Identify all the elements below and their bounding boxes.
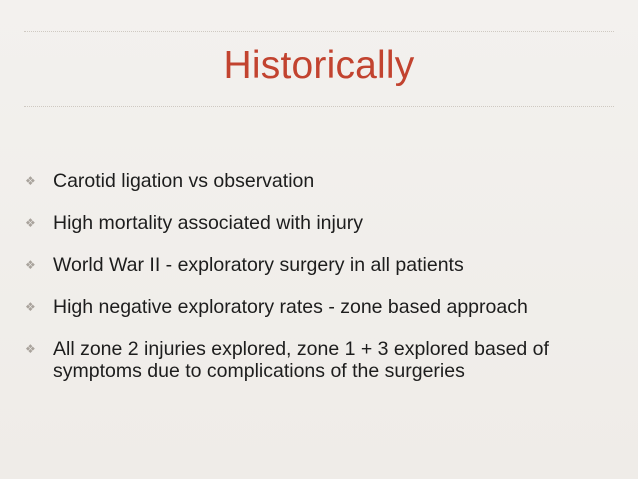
slide-title: Historically	[223, 44, 415, 87]
diamond-bullet-icon: ❖	[25, 342, 36, 356]
bullet-text: High negative exploratory rates - zone based approach	[53, 296, 528, 318]
diamond-bullet-icon: ❖	[25, 258, 36, 272]
diamond-bullet-icon: ❖	[25, 300, 36, 314]
bullet-text: High mortality associated with injury	[53, 212, 363, 234]
top-divider	[24, 31, 614, 32]
bullet-text: World War II - exploratory surgery in all patients	[53, 254, 464, 276]
bullet-item	[24, 338, 614, 382]
title-divider	[24, 106, 614, 107]
bullet-text: Carotid ligation vs observation	[53, 170, 315, 192]
bullet-text: All zone 2 injuries explored, zone 1 + 3 explored based of symptoms due to complications of the surgeries	[53, 338, 549, 382]
bullet-item	[24, 212, 614, 234]
diamond-bullet-icon: ❖	[25, 174, 36, 188]
bullet-item	[24, 254, 614, 276]
diamond-bullet-icon: ❖	[25, 216, 36, 230]
bullet-item	[24, 296, 614, 318]
bullet-list	[24, 170, 614, 402]
bullet-item	[24, 170, 614, 192]
